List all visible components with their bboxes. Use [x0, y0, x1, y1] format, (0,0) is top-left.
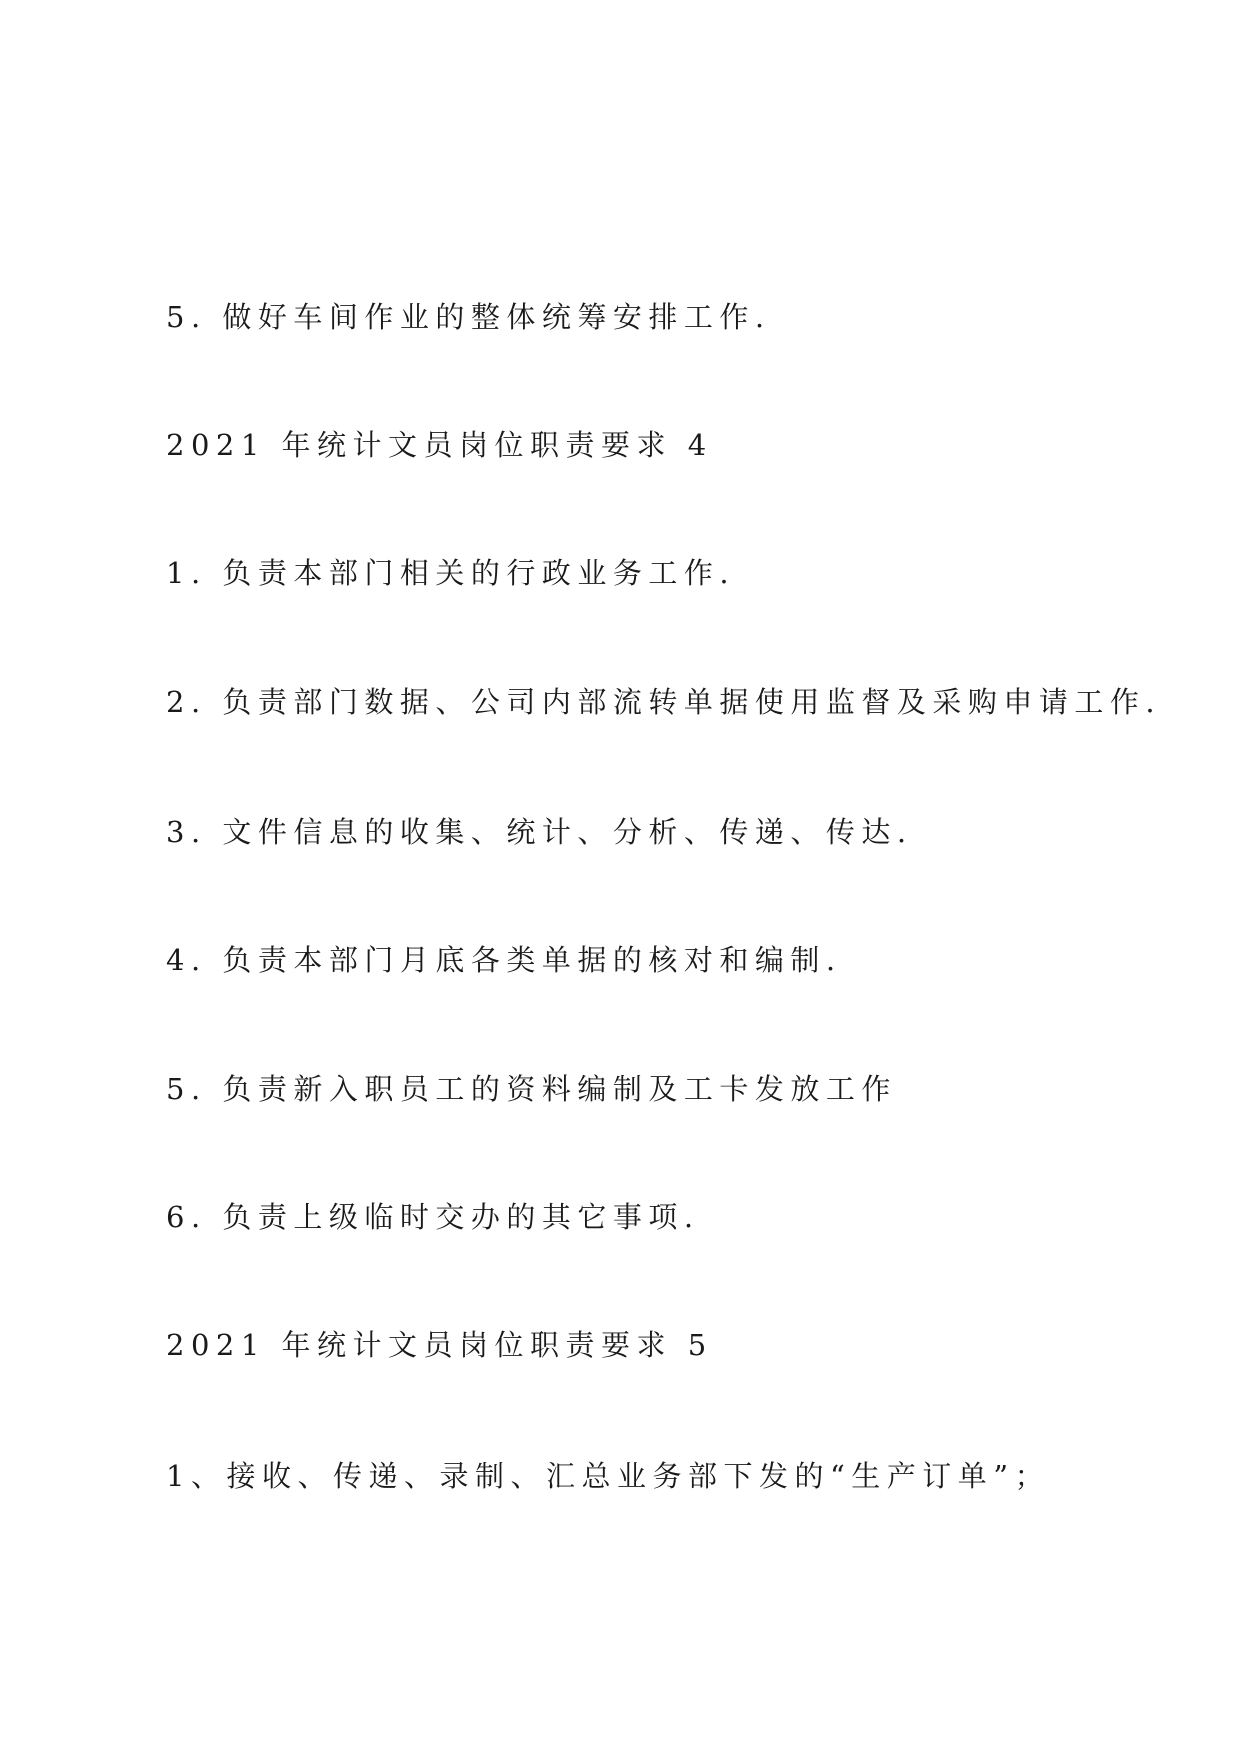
list-item-1-production-orders: 1、接收、传递、录制、汇总业务部下发的“生产订单”； — [166, 1459, 1051, 1493]
list-item-2-data-supervision: 2. 负责部门数据、公司内部流转单据使用监督及采购申请工作. — [166, 685, 1162, 719]
list-item-3-file-info: 3. 文件信息的收集、统计、分析、传递、传达. — [166, 815, 913, 849]
section-heading-5: 2021 年统计文员岗位职责要求 5 — [166, 1328, 713, 1362]
section-heading-4: 2021 年统计文员岗位职责要求 4 — [166, 428, 713, 462]
list-item-6-temporary-tasks: 6. 负责上级临时交办的其它事项. — [166, 1200, 700, 1234]
list-item-5-workshop-coordination: 5. 做好车间作业的整体统筹安排工作. — [166, 300, 771, 334]
list-item-1-admin-work: 1. 负责本部门相关的行政业务工作. — [166, 556, 736, 590]
list-item-4-month-end-documents: 4. 负责本部门月底各类单据的核对和编制. — [166, 943, 842, 977]
list-item-5-new-employee: 5. 负责新入职员工的资料编制及工卡发放工作 — [166, 1072, 897, 1106]
